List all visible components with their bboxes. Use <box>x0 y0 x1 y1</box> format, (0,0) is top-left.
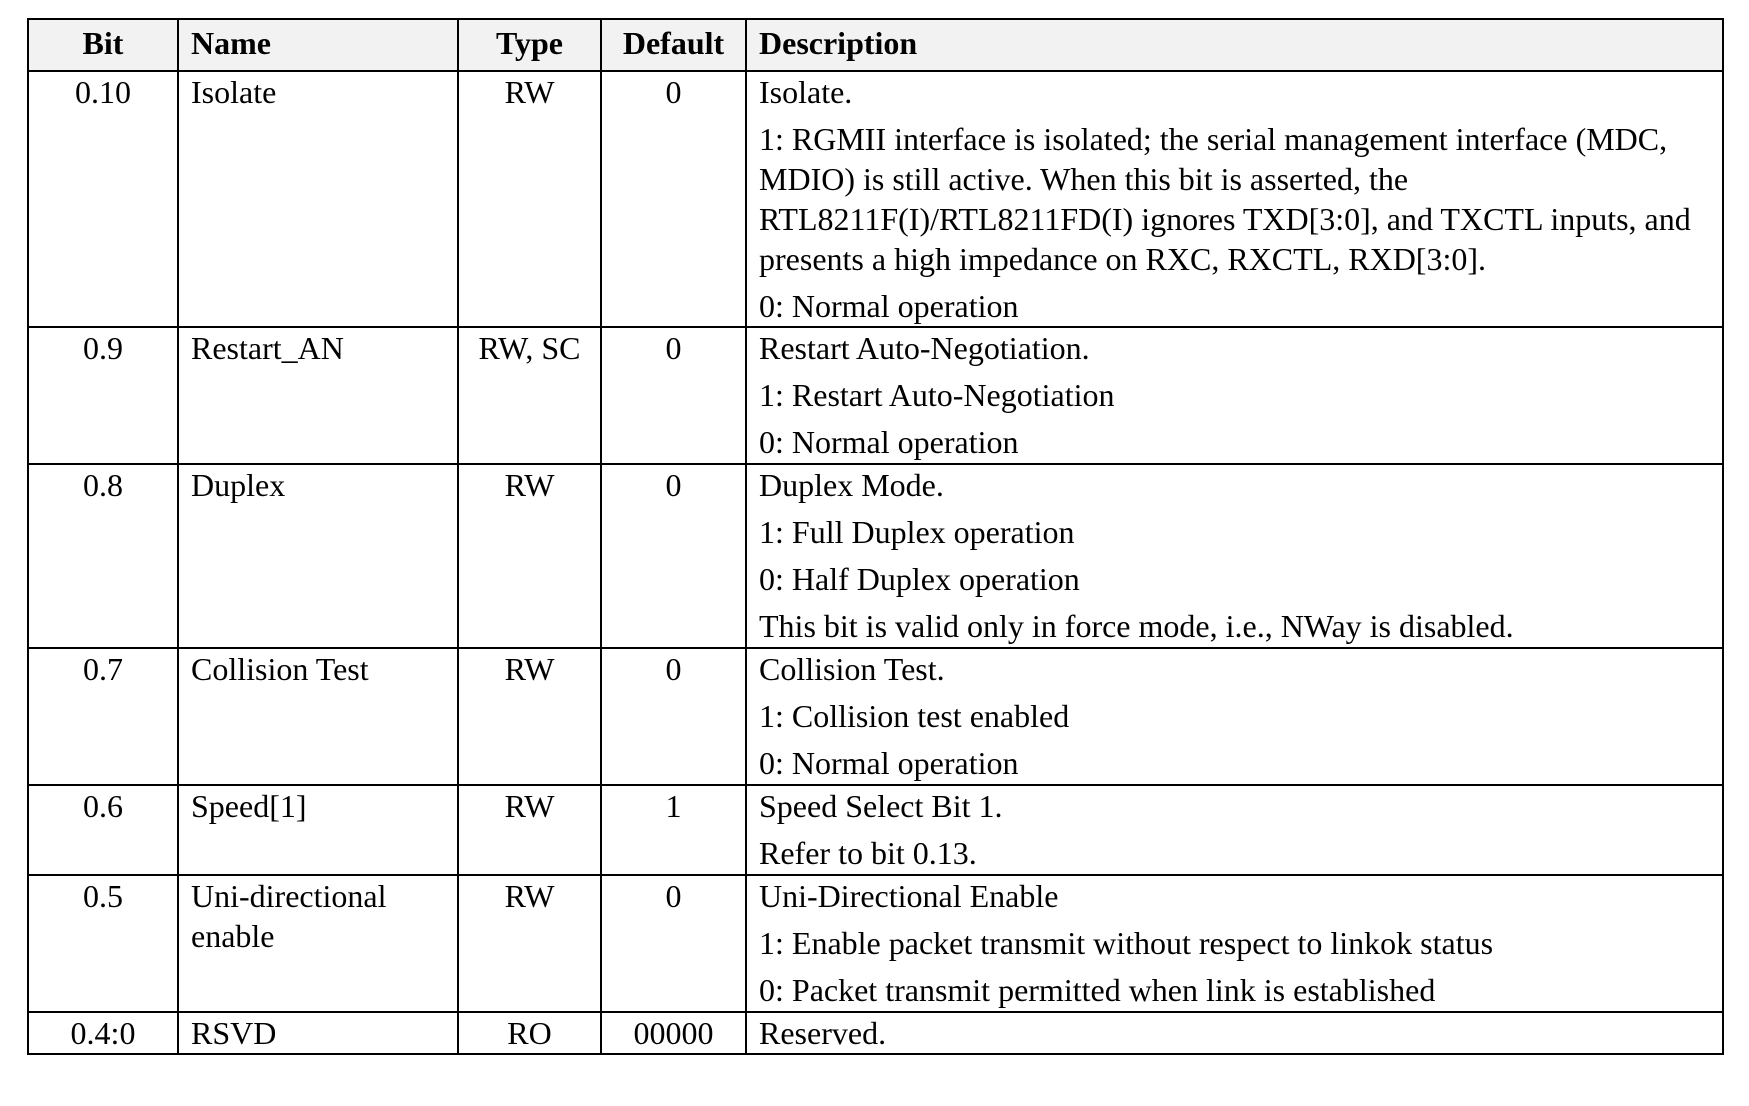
header-name: Name <box>178 19 458 71</box>
table-row <box>28 875 1723 1012</box>
cell-type: RW <box>458 464 601 648</box>
cell-default: 0 <box>601 648 746 785</box>
cell-name: Duplex <box>178 464 458 648</box>
description-line: Uni-Directional Enable <box>759 878 1059 914</box>
table-row <box>28 327 1723 464</box>
description-line: This bit is valid only in force mode, i.e., NWay is disabled. <box>759 608 1514 644</box>
cell-name: Collision Test <box>178 648 458 785</box>
cell-name: Speed[1] <box>178 785 458 875</box>
header-default: Default <box>601 19 746 71</box>
cell-description <box>746 785 1723 875</box>
header-bit: Bit <box>28 19 178 71</box>
cell-name: RSVD <box>178 1012 458 1054</box>
cell-bit: 0.9 <box>28 327 178 464</box>
description-line: 0: Packet transmit permitted when link is established <box>759 972 1436 1008</box>
cell-default: 0 <box>601 464 746 648</box>
table-row <box>28 648 1723 785</box>
description-line: Speed Select Bit 1. <box>759 788 1003 824</box>
description-line: Duplex Mode. <box>759 467 944 503</box>
header-description: Description <box>746 19 1723 71</box>
cell-bit: 0.4:0 <box>28 1012 178 1054</box>
table-row <box>28 71 1723 327</box>
description-line: 0: Normal operation <box>759 288 1019 324</box>
description-line: 1: Collision test enabled <box>759 698 1070 734</box>
cell-type: RW <box>458 648 601 785</box>
description-line: 1: Full Duplex operation <box>759 514 1075 550</box>
description-line: Isolate. <box>759 74 853 110</box>
cell-description <box>746 327 1723 464</box>
cell-bit: 0.8 <box>28 464 178 648</box>
cell-type: RW <box>458 71 601 327</box>
description-line: Refer to bit 0.13. <box>759 835 977 871</box>
cell-default: 0 <box>601 327 746 464</box>
cell-bit: 0.10 <box>28 71 178 327</box>
cell-default: 0 <box>601 875 746 1012</box>
description-line: Restart Auto-Negotiation. <box>759 330 1090 366</box>
table-row <box>28 785 1723 875</box>
cell-default: 0 <box>601 71 746 327</box>
description-line: 1: Enable packet transmit without respect to linkok status <box>759 925 1494 961</box>
description-line: 0: Half Duplex operation <box>759 561 1080 597</box>
register-table <box>27 18 1724 1055</box>
cell-name: Uni-directional enable <box>178 875 458 1012</box>
cell-name: Isolate <box>178 71 458 327</box>
description-line: 0: Normal operation <box>759 745 1019 781</box>
description-line: Collision Test. <box>759 651 945 687</box>
cell-default: 1 <box>601 785 746 875</box>
cell-name: Restart_AN <box>178 327 458 464</box>
cell-default: 00000 <box>601 1012 746 1054</box>
description-line: 1: RGMII interface is isolated; the serial management interface (MDC, MDIO) is still active. When this bit is asserted, the RTL8211F(I)/RTL8211FD(I) ignores TXD[3:0], and TXCTL inputs, and presents a high impedance on RXC, RXCTL, RXD[3:0]. <box>759 121 1691 277</box>
header-type: Type <box>458 19 601 71</box>
table-row <box>28 1012 1723 1054</box>
description-line: 1: Restart Auto-Negotiation <box>759 377 1115 413</box>
cell-description <box>746 71 1723 327</box>
cell-bit: 0.6 <box>28 785 178 875</box>
cell-bit: 0.7 <box>28 648 178 785</box>
description-line: Reserved. <box>759 1015 887 1051</box>
cell-type: RW <box>458 875 601 1012</box>
cell-type: RW <box>458 785 601 875</box>
cell-description <box>746 464 1723 648</box>
description-line: 0: Normal operation <box>759 424 1019 460</box>
cell-type: RW, SC <box>458 327 601 464</box>
cell-description <box>746 648 1723 785</box>
cell-description <box>746 875 1723 1012</box>
cell-bit: 0.5 <box>28 875 178 1012</box>
table-header-row <box>28 19 1723 71</box>
table-row <box>28 464 1723 648</box>
cell-type: RO <box>458 1012 601 1054</box>
cell-description <box>746 1012 1723 1054</box>
